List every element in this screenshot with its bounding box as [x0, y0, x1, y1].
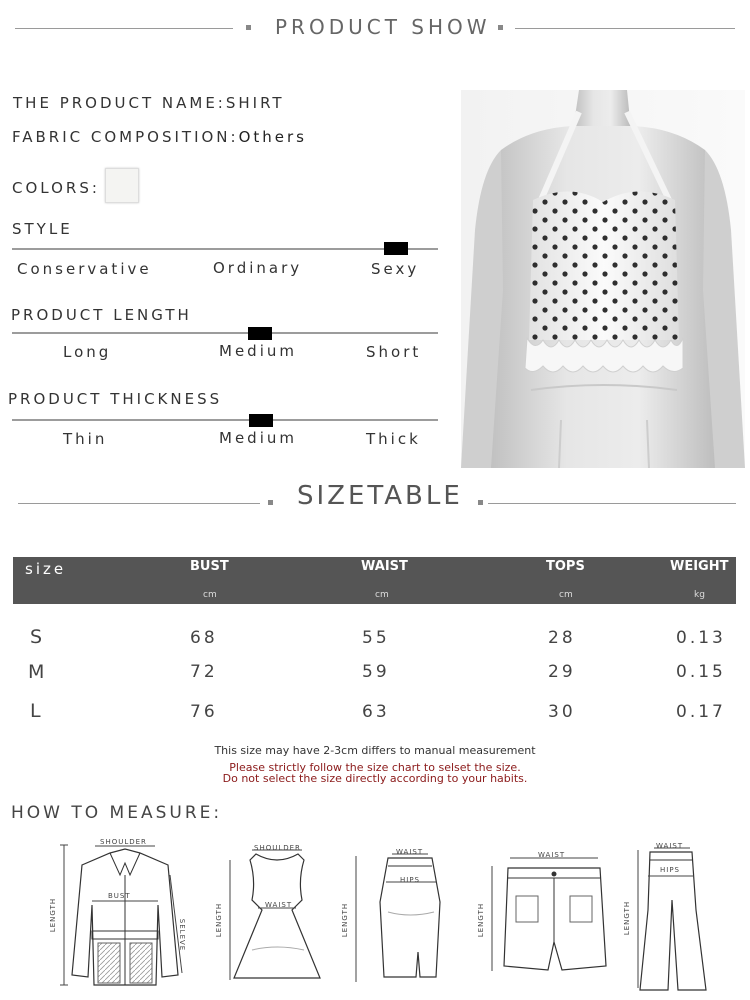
- length-label: PRODUCT LENGTH: [11, 306, 192, 324]
- tops-cell: 30: [548, 702, 576, 722]
- waist-cell: 55: [362, 628, 390, 648]
- shirt-shoulder-label: SHOULDER: [100, 838, 147, 846]
- waist-column-header: WAIST: [361, 559, 408, 574]
- sizetable-bullet-right: [478, 500, 483, 505]
- dress-shoulder-label: SHOULDER: [254, 844, 301, 852]
- tops-cell: 28: [548, 628, 576, 648]
- bust-unit: cm: [203, 590, 217, 600]
- length-option-medium: Medium: [219, 342, 297, 360]
- product-name: THE PRODUCT NAME:SHIRT: [13, 94, 285, 112]
- shirt-length-label: LENGTH: [49, 897, 58, 933]
- size-warning-1: Please strictly follow the size chart to selset the size.: [229, 761, 521, 774]
- mannequin-illustration: [461, 90, 745, 468]
- header-rule-left: [15, 28, 233, 29]
- size-cell: S: [30, 626, 43, 648]
- shirt-icon: [50, 835, 200, 995]
- sizetable-bullet-left: [268, 500, 273, 505]
- header-bullet-right: [498, 25, 503, 30]
- pants-measure-diagram: [620, 840, 730, 995]
- shorts-measure-diagram: [476, 846, 611, 991]
- skirt-measure-diagram: [340, 842, 445, 992]
- style-option-sexy: Sexy: [371, 260, 420, 278]
- weight-cell: 0.13: [676, 628, 726, 648]
- skirt-hips-label: HIPS: [400, 876, 420, 884]
- thickness-selected-marker: [249, 414, 273, 427]
- size-table-header: [13, 557, 736, 604]
- length-selected-marker: [248, 327, 272, 340]
- thickness-option-thin: Thin: [63, 430, 108, 448]
- shirt-measure-diagram: [50, 835, 200, 995]
- sizetable-rule-left: [18, 503, 260, 504]
- header-rule-right: [515, 28, 735, 29]
- shirt-bust-label: BUST: [108, 892, 131, 900]
- waist-cell: 63: [362, 702, 390, 722]
- product-image: [461, 90, 745, 468]
- pants-waist-label: WAIST: [656, 842, 684, 850]
- colors-label: COLORS:: [12, 179, 100, 197]
- bust-cell: 68: [190, 628, 218, 648]
- weight-cell: 0.17: [676, 702, 726, 722]
- thickness-label: PRODUCT THICKNESS: [8, 390, 223, 408]
- length-option-short: Short: [366, 343, 422, 361]
- pants-icon: [620, 840, 730, 995]
- size-warning-2: Do not select the size directly according to your habits.: [222, 772, 528, 785]
- size-cell: L: [30, 700, 41, 722]
- bust-cell: 72: [190, 662, 218, 682]
- header-bullet-left: [246, 25, 251, 30]
- waist-cell: 59: [362, 662, 390, 682]
- length-option-long: Long: [63, 343, 112, 361]
- shorts-length-label: LENGTH: [477, 902, 486, 938]
- tops-cell: 29: [548, 662, 576, 682]
- pants-hips-label: HIPS: [660, 866, 680, 874]
- color-swatch-white[interactable]: [105, 168, 139, 203]
- style-selected-marker: [384, 242, 408, 255]
- how-to-measure-title: HOW TO MEASURE:: [11, 803, 223, 823]
- size-column-header: size: [25, 560, 67, 578]
- sizetable-rule-right: [488, 503, 736, 504]
- measurement-note: This size may have 2-3cm differs to manual measurement: [214, 744, 536, 757]
- fabric-value: Others: [238, 128, 307, 146]
- weight-column-header: WEIGHT: [670, 559, 729, 574]
- weight-cell: 0.15: [676, 662, 726, 682]
- length-scale-line: [12, 332, 438, 334]
- waist-unit: cm: [375, 590, 389, 600]
- shirt-sleeve-label: SELEVE: [178, 918, 187, 952]
- thickness-option-thick: Thick: [366, 430, 421, 448]
- weight-unit: kg: [694, 590, 705, 600]
- style-option-ordinary: Ordinary: [213, 259, 303, 277]
- style-option-conservative: Conservative: [17, 260, 152, 278]
- tops-unit: cm: [559, 590, 573, 600]
- bust-column-header: BUST: [190, 559, 229, 574]
- fabric-composition: [12, 128, 307, 146]
- dress-measure-diagram: [212, 840, 327, 990]
- style-scale-line: [12, 248, 438, 250]
- skirt-length-label: LENGTH: [341, 902, 350, 938]
- skirt-icon: [340, 842, 445, 992]
- dress-waist-label: WAIST: [265, 901, 293, 909]
- dress-icon: [212, 840, 327, 990]
- size-cell: M: [28, 661, 45, 683]
- tops-column-header: TOPS: [546, 559, 585, 574]
- sizetable-title: SIZETABLE: [297, 481, 463, 511]
- style-label: STYLE: [12, 220, 73, 238]
- pants-length-label: LENGTH: [623, 900, 632, 936]
- thickness-scale-line: [12, 419, 438, 421]
- shorts-waist-label: WAIST: [538, 851, 566, 859]
- skirt-waist-label: WAIST: [396, 848, 424, 856]
- shorts-icon: [476, 846, 611, 991]
- dress-length-label: LENGTH: [215, 902, 224, 938]
- fabric-label: FABRIC COMPOSITION:: [12, 128, 239, 146]
- bust-cell: 76: [190, 702, 218, 722]
- page-title: PRODUCT SHOW: [275, 15, 491, 39]
- thickness-option-medium: Medium: [219, 429, 297, 447]
